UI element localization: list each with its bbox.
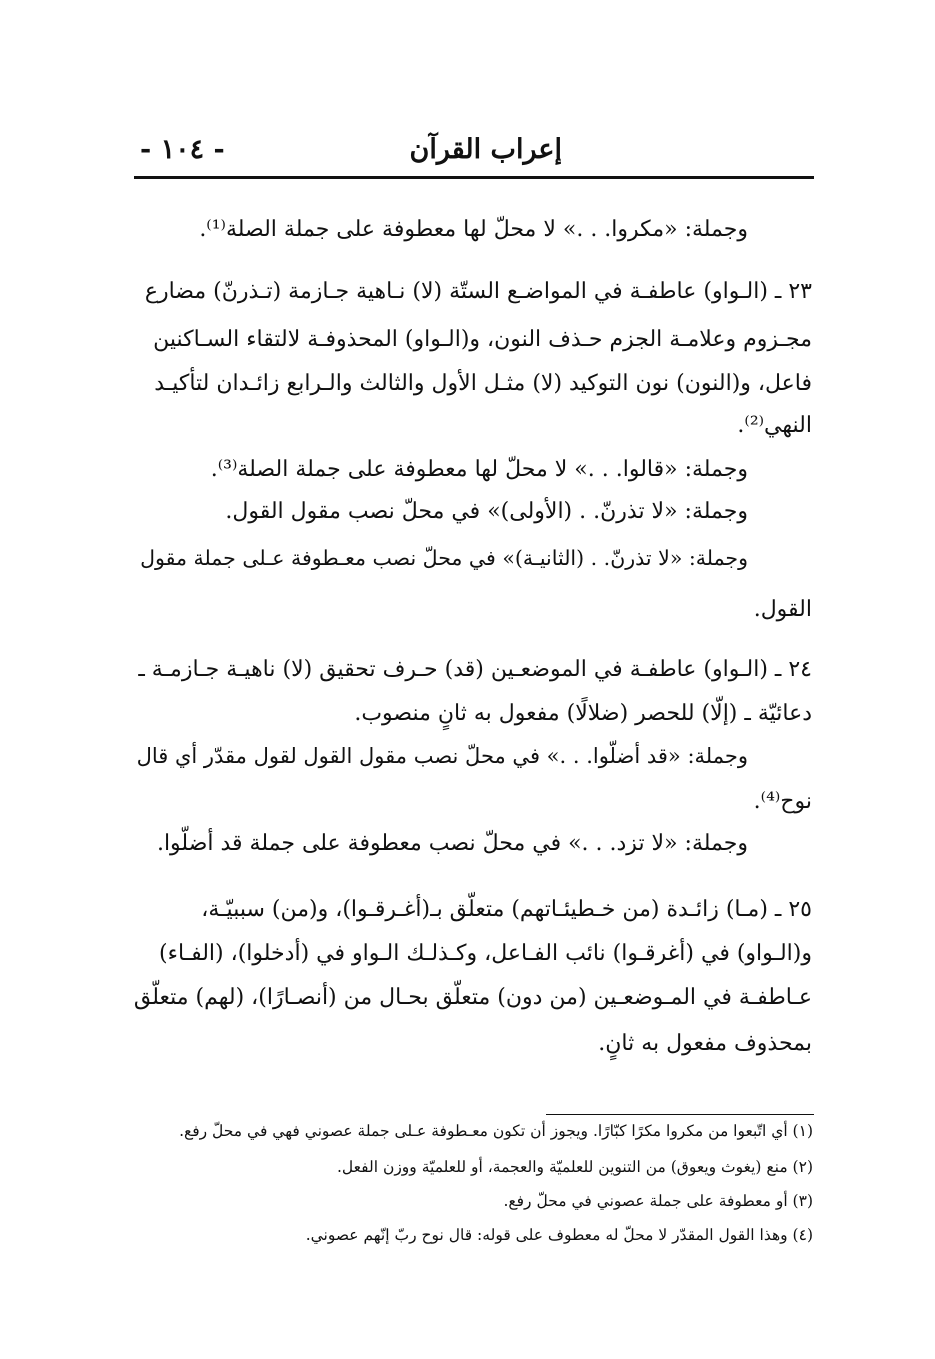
- text-line: مجـزوم وعلامـة الجزم حـذف النون، و(الـواو) المحذوفـة لالتقاء السـاكنين: [153, 327, 812, 352]
- text-line: وجملة: «لا تزد. . .» في محلّ نصب معطوفة على جملة قد أضلّوا.: [156, 831, 748, 856]
- text-line: القول.: [753, 597, 812, 622]
- text-line: وجملة: «قد أضلّوا. . .» في محلّ نصب مقول القول لقول مقدّر أي قال: [136, 744, 748, 768]
- text-line: النهي⁽²⁾.: [737, 413, 812, 438]
- text-line: بمحذوف مفعول به ثانٍ.: [598, 1031, 812, 1056]
- text-line: وجملة: «قالوا. . .» لا محلّ لها معطوفة على جملة الصلة⁽³⁾.: [210, 457, 748, 482]
- paragraph-24-line: ٢٤ ـ (الـواو) عاطفـة في الموضعـين (قد) حـرف تحقيق (لا) ناهيـة جـازمـة ـ: [138, 657, 812, 682]
- paragraph-23-line: ٢٣ ـ (الـواو) عاطفـة في المواضـع الستّة (لا) نـاهية جـازمة (تـذرنّ) مضارع: [144, 279, 812, 304]
- footnote-3: (٣) أو معطوفة على جملة عصوني في محلّ رفع.: [503, 1192, 813, 1210]
- text-line: وجملة: «لا تذرنّ. . (الأولى)» في محلّ نصب مقول القول.: [225, 499, 748, 524]
- page-header: [134, 128, 812, 174]
- main-text: [132, 200, 812, 1080]
- text-line: وجملة: «لا تذرنّ. . (الثانيـة)» في محلّ نصب معـطوفة عـلى جملة مقول: [140, 546, 748, 570]
- text-line: فاعل، و(النون) نون التوكيد (لا) مثـل الأول والثالث والـرابع زائـدان لتأكيـد: [154, 371, 812, 396]
- header-rule: [134, 176, 814, 179]
- text-line: نوح⁽⁴⁾.: [753, 789, 812, 814]
- text-line: عـاطفـة في المـوضعـين (من دون) متعلّق بحـال من (أنصـارًا)، (لهم) متعلّق: [133, 985, 812, 1010]
- paragraph-25-line: ٢٥ ـ (مـا) زائـدة (من خـطيئـاتهم) متعلّق بـ(أغـرقـوا)، و(من) سببيّـة،: [201, 897, 812, 922]
- running-title: إعراب القرآن: [409, 134, 562, 165]
- footnote-2: (٢) منع (يغوث ويعوق) من التنوين للعلميّة والعجمة، أو للعلميّة ووزن الفعل.: [337, 1158, 813, 1176]
- footnote-rule: [546, 1114, 814, 1115]
- page-number: - ١٠٤ -: [140, 134, 225, 165]
- text-line: وجملة: «مكروا. . .» لا محلّ لها معطوفة على جملة الصلة⁽¹⁾.: [199, 217, 748, 242]
- footnote-1: (١) أي اتّبعوا من مكروا مكرًا كبّارًا. ويجوز أن تكون معـطوفة عـلى جملة عصوني فهي في محلّ رفع.: [179, 1122, 813, 1140]
- footnote-4: (٤) وهذا القول المقدّر لا محلّ له معطوف على قوله: قال نوح ربّ إنّهم عصوني.: [305, 1226, 813, 1244]
- text-line: و(الـواو) في (أغرقـوا) نائب الفـاعل، وكـذلـك الـواو في (أدخلوا)، (الفـاء): [159, 941, 812, 966]
- text-line: دعائيّة ـ (إلّا) للحصر (ضلالًا) مفعول به ثانٍ منصوب.: [354, 701, 812, 726]
